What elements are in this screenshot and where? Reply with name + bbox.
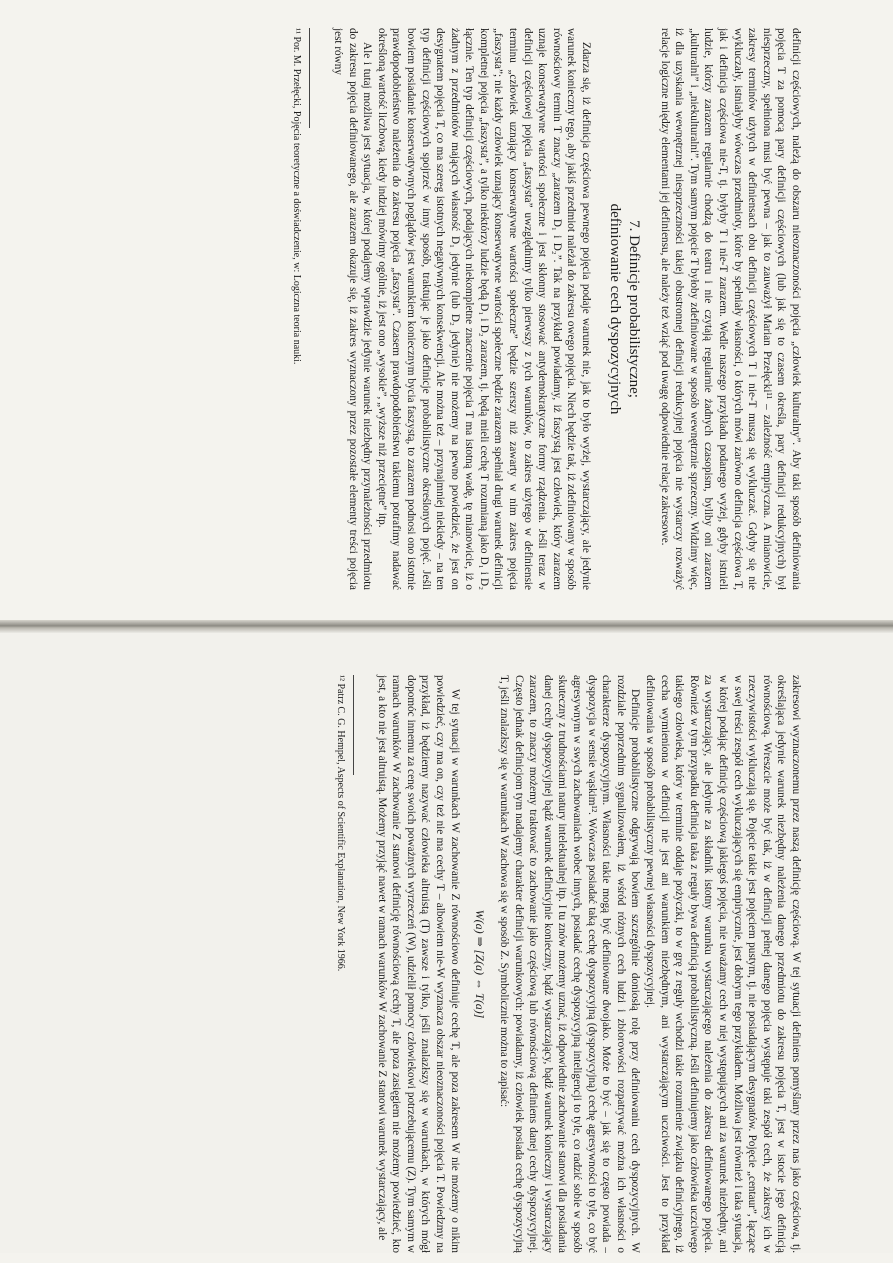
footnote: ¹¹ Por. M. Przełęcki, Pojęcia teoretyczne a doświadczenie, w: Logiczna teoria nauki. [291, 28, 303, 365]
paragraph-top: definicji częściowych, należą do obszaru nieoznaczoności pojęcia „człowiek kulturalny”. Aby taki sposób definiowania pojęcia T za pomocą pary definicji częściowych (lub jak się to czasem określa, pary definicji redukcyjnych) był niesprzeczny, spełniona musi być pewna – jak to zauważył Marian Przełęcki¹¹ – zależność empiryczna. A mianowicie, zakresy terminów użytych w definiensach obu definicji częściowych T i nie-T muszą się wykluczać. Gdyby się nie wykluczały, istniałyby wówczas przedmioty, które by spełniały własności, o których mówi zarówno definicja częściowa T, jak i definicja częściowa nie-T, tj. byłyby T i nie-T zarazem. Wedle naszego przykładu podanego wyżej, gdyby istnieli ludzie, którzy zarazem regularnie chodzą do teatru i nie czytają regularnie żadnych czasopism, byliby oni zarazem „kulturalni” i „niekulturalni”. Tym samym pojęcie T byłoby zdefiniowane w sposób wewnętrznie sprzeczny. Widzimy więc, iż dla uzyskania wewnętrznej niesprzeczności takiej obustronnej definicji redukcyjnej pojęcia nie wystarczy rozważyć relacje logiczne między elementami jej definiensu, ale należy też wziąć pod uwagę odpowiednie relacje zakresowe. [658, 28, 802, 590]
section-title-line-2: definiowanie cech dyspozycyjnych [607, 203, 624, 415]
section-title-line-1: 7. Definicje probabilistyczne; [626, 220, 643, 398]
left-page [0, 0, 893, 620]
book-gutter [0, 620, 893, 633]
paragraph-2: W tej sytuacji w warunkach W zachowanie Z równościowo definiuje cechę T, ale poza zakresem W nie możemy o nikim powiedzieć, czy ma on, czy też nie ma cechy T – albowiem nie-W wyznacza obszar nieoznaczoności pojęcia T. Powiedzmy na przykład, iż będziemy nazywać człowieka altruistą (T) zawsze i tylko, jeśli znalazłszy się w warunkach, w których mógł dopomóc innemu za cenę swoich poważnych wyrzeczeń (W), udzielił pomocy człowiekowi potrzebującemu (Z). Tym samym w ramach warunków W zachowanie Z stanowi definicję równościową cechy T, ale poza zasięgiem nie możemy powiedzieć, kto jest, a kto nie jest altruistą. Możemy przyjąć nawet w ramach warunków W zachowanie Z stanowi warunek wystarczający, ale [375, 675, 461, 1253]
paragraph-top: zakresowi wyznaczonemu przez naszą definicję częściową. W tej sytuacji definiens pomyślany przez nas jako częściowa, tj. określająca jedynie warunek niezbędny należenia danego przedmiotu do zakresu pojęcia T, jest w istocie jego definicją równościową. Wreszcie może być tak, iż w definicji pełnej danego pojęcia występuje taki zespół cech, że zakresy ich w rzeczywistości wykluczają się. Pojęcie takie jest pojęciem pustym, tj. nie posiadającym desygnatów. Pojęcie „centaur”, łączące w swej treści zespół cech wykluczających się empirycznie, jest dobrym tego przykładem. Możliwa jest również i taka sytuacja, w której podając definicję częściową jakiegoś pojęcia, nie uważamy cech w niej występujących ani za warunek niezbędny, ani za wystarczający, ale jedynie za składnik istotny warunku wystarczającego należenia do zakresu definiowanego pojęcia. Również w tym przypadku definicja taka z reguły bywa definicją probabilistyczną. Jeśli definiujemy jako człowieka uczciwego takiego człowieka, który w terminie oddaje pożyczki, to w grę z reguły wchodzi takie rozumienie związku definicyjnego, iż cecha wymieniona w definicji nie jest ani warunkiem niezbędnym, ani wystarczającym uczciwości. Jest to przykład definiowania w sposób probabilistyczny pewnej własności dyspozycyjnej. [644, 675, 802, 1253]
paragraph-1: Zdarza się, iż definicja częściowa pewnego pojęcia podaje warunek nie, jak to było wyżej, wystarczający, ale jedynie warunek konieczny tego, aby jakiś przedmiot należał do zakresu owego pojęcia. Niech będzie tak, iż zdefiniowany w sposób równościowy termin T znaczy „zarazem D₁ i D₂”. Tak na przykład powiadamy, iż faszystą jest człowiek, który zarazem uznaje konserwatywne wartości społeczne i jest skłonny stosować antydemokratyczne formy rządzenia. Jeśli teraz w definicji częściowej pojęcia „faszysta” uwzględnimy tylko pierwszy z tych warunków, to zakres użytego w definiensie terminu „człowiek uznający konserwatywne wartości społeczne” będzie szerszy niż zawarty w nim zakres pojęcia „faszysta”; nie każdy człowiek uznający konserwatywne wartości społeczne będzie zarazem spełniał drugi warunek definicji kompletnej pojęcia „faszysta”, a tylko niektórzy ludzie będą D₁ i D₂ zarazem, tj. będą mieli cechę T rozumianą jako D₁ i D₂ łącznie. Ten typ definicji częściowych, podających niekompletne znaczenie pojęcia T ma istotną wadę, tę mianowicie, iż o żadnym z przedmiotów mających własność D₁ jedynie (lub D₂ jedynie) nie możemy na pewno powiedzieć, że jest on desygnatem pojęcia T, co ma szereg istotnych negatywnych konsekwencji. Ale można też – przynajmniej niekiedy – na ten typ definicji częściowych spojrzeć w inny sposób, traktując je jako definicje probabilistyczne określonych pojęć. Jeśli bowiem posiadanie konserwatywnych poglądów jest warunkiem koniecznym bycia faszystą, to zarazem podnosi ono istotnie prawdopodobieństwo należenia do zakresu pojęcia „faszysta”. Czasem prawdopodobieństwu takiemu potrafimy nadawać określoną wartość liczbową, kiedy indziej mówimy ogólnie, iż jest ono „wysokie”, „wyższe niż przeciętne” itp. [375, 28, 593, 590]
section-heading [605, 28, 643, 590]
footnote: ¹² Patrz C. G. Hempel, Aspects of Scientific Explanation, New York 1966. [334, 675, 346, 972]
paragraph-1: Definicje probabilistyczne odgrywają bowiem szczególnie doniosłą rolę przy definiowaniu cech dyspozycyjnych. W rozdziale poprzednim sygnalizowałem, iż wśród różnych cech ludzi i zbiorowości rozpatrywać można ich własności o charakterze dyspozycyjnym. Własności takie mogą być definiowane dwojako. Może to być – jak się to często powiada – dyspozycja w sensie wąskim¹². Wówczas posiadać taką cechę dyspozycyjną (dyspozycyjną) cechę agresywności to tyle, co być agresywnym w swych zachowaniach wobec innych, posiadać cechę dyspozycyjną inteligencji to tyle, co radzić sobie w sposób skuteczny z trudnościami natury intelektualnej itp. I tu znów możemy uznać, iż odpowiednie zachowanie stanowi dla posiadania danej cechy dyspozycyjnej bądź warunek definicyjnie konieczny, bądź wystarczający, bądź warunek konieczny i wystarczający zarazem, to znaczy możemy traktować to zachowanie jako częściową lub równościową definiens danej cechy dyspozycyjnej. Często jednak definicjom tym nadajemy charakter definicji warunkowych: powiadamy, iż człowiek posiada cechę dyspozycyjną T, jeśli znalazłszy się w warunkach W zachowa się w sposób Z. Symbolicznie można to zapisać: [498, 675, 642, 1253]
right-page [0, 633, 893, 1253]
formula: W(a) ⇒ [Z(a) ⇔ T(a)] [472, 909, 487, 1019]
paragraph-2: Ale i tutaj możliwa jest sytuacja, w której podajemy wprawdzie jedynie warunek niezbędny przynależności przedmiotu do zakresu pojęcia definiowanego, ale zarazem okazuje się, iż zakres wyznaczony przez pozostałe elementy treści pojęcia jest równy [331, 28, 374, 590]
footnote-rule [353, 675, 354, 775]
footnote-rule [309, 28, 310, 128]
